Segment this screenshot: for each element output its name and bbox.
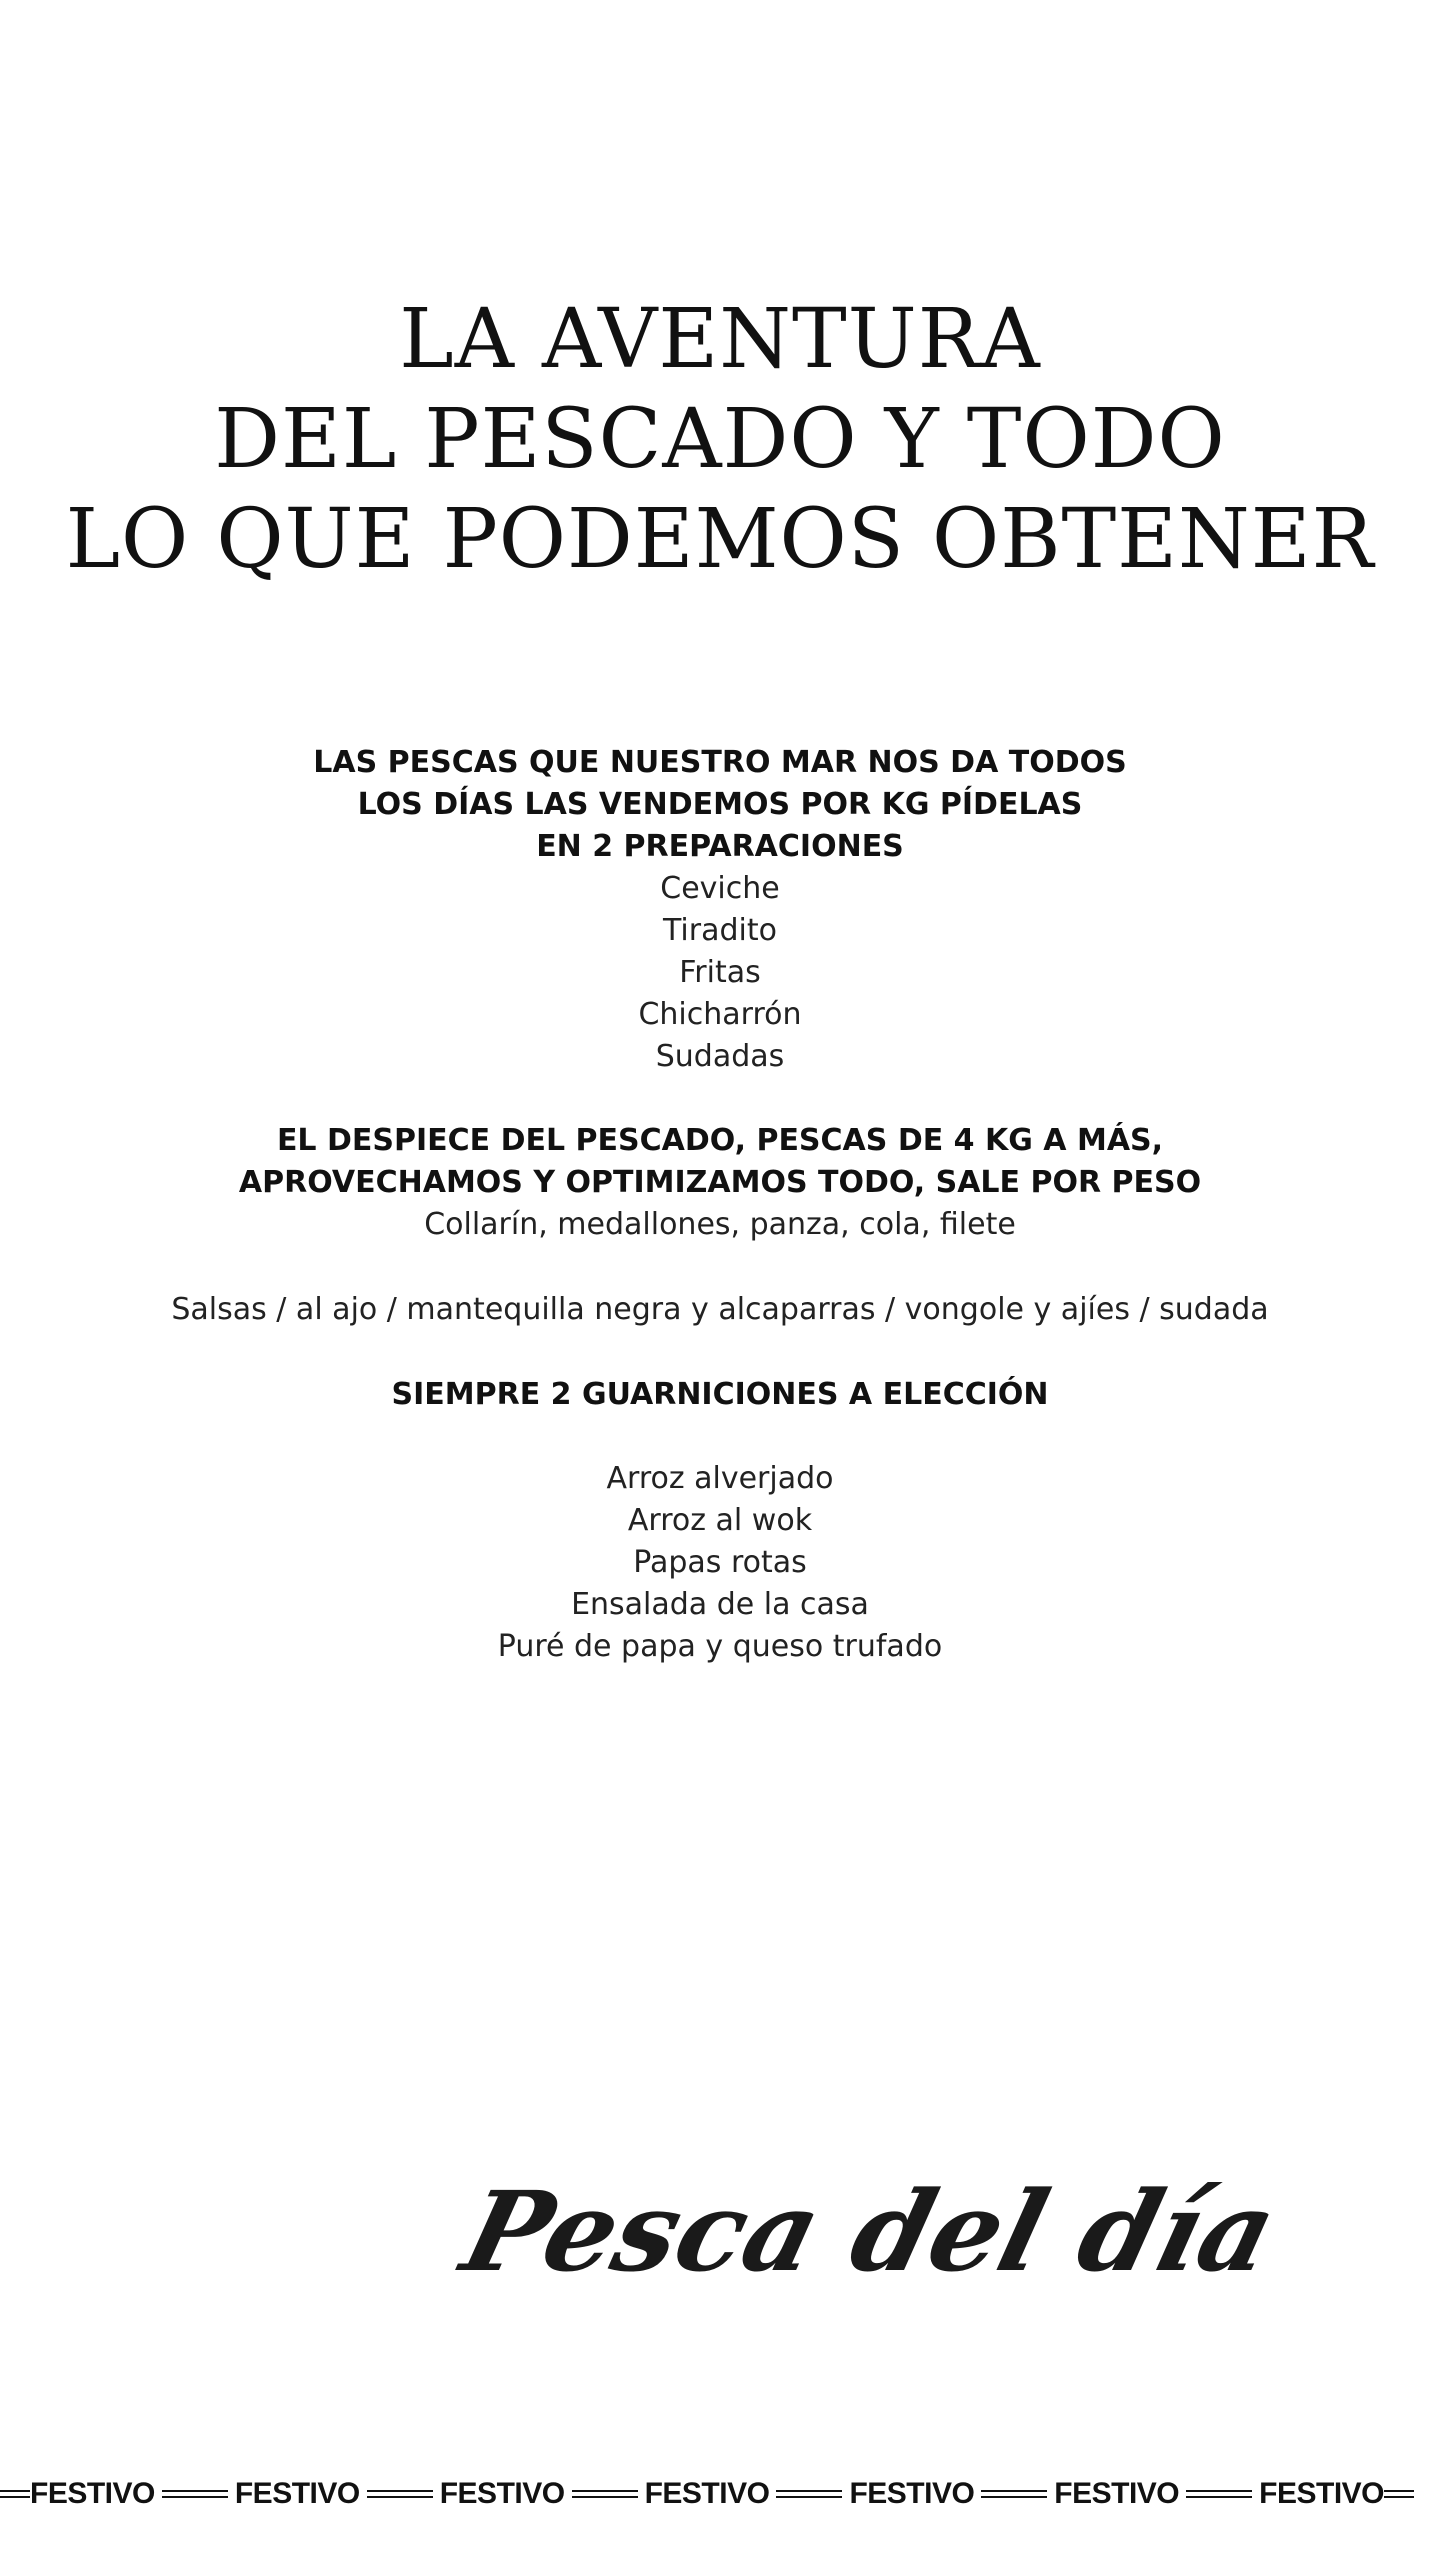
catch-heading-line-3: EN 2 PREPARACIONES <box>536 829 904 864</box>
side-item: Papas rotas <box>633 1545 807 1580</box>
preparation-item: Chicharrón <box>638 997 802 1032</box>
catch-heading-line-1: LAS PESCAS QUE NUESTRO MAR NOS DA TODOS <box>313 745 1127 780</box>
festivo-label: FESTIVO <box>1054 2477 1180 2510</box>
side-item: Ensalada de la casa <box>571 1587 869 1622</box>
signature-logo <box>0 2140 1440 2320</box>
cuts-detail: Collarín, medallones, panza, cola, filete <box>424 1207 1016 1242</box>
festivo-label: FESTIVO <box>439 2477 565 2510</box>
double-rule <box>776 2490 842 2498</box>
double-rule <box>0 2490 30 2498</box>
double-rule <box>1186 2490 1252 2498</box>
festivo-footer-band <box>0 2470 1440 2518</box>
double-rule <box>162 2490 228 2498</box>
title-line-3: LO QUE PODEMOS OBTENER <box>65 492 1375 587</box>
sides-list <box>0 1458 1440 1668</box>
sides-heading: SIEMPRE 2 GUARNICIONES A ELECCIÓN <box>391 1377 1049 1412</box>
sauces-section <box>0 1289 1440 1331</box>
title-line-1: LA AVENTURA <box>399 292 1041 387</box>
double-rule <box>572 2490 638 2498</box>
preparation-item: Ceviche <box>660 871 780 906</box>
double-rule <box>981 2490 1047 2498</box>
cuts-heading-line-1: EL DESPIECE DEL PESCADO, PESCAS DE 4 KG A MÁS, <box>276 1123 1164 1158</box>
festivo-label: FESTIVO <box>644 2477 770 2510</box>
double-rule <box>367 2490 433 2498</box>
cuts-heading-line-2: APROVECHAMOS Y OPTIMIZAMOS TODO, SALE POR PESO <box>238 1165 1202 1200</box>
signature-text: Pesca del día <box>450 2167 1289 2297</box>
preparation-item: Tiradito <box>663 913 777 948</box>
preparation-item: Fritas <box>679 955 761 990</box>
festivo-label: FESTIVO <box>1259 2477 1385 2510</box>
page-title <box>0 290 1440 590</box>
side-item: Arroz alverjado <box>606 1461 834 1496</box>
sauces-line: Salsas / al ajo / mantequilla negra y alcaparras / vongole y ajíes / sudada <box>171 1292 1269 1327</box>
sides-heading-section <box>0 1374 1440 1416</box>
title-line-2: DEL PESCADO Y TODO <box>214 392 1226 487</box>
side-item: Puré de papa y queso trufado <box>497 1629 943 1664</box>
cuts-section <box>0 1120 1440 1246</box>
festivo-label: FESTIVO <box>30 2477 155 2510</box>
festivo-label: FESTIVO <box>849 2477 975 2510</box>
side-item: Arroz al wok <box>627 1503 813 1538</box>
preparation-item: Sudadas <box>655 1039 785 1074</box>
festivo-label: FESTIVO <box>234 2477 360 2510</box>
double-rule <box>1384 2490 1414 2498</box>
catch-section <box>0 742 1440 1078</box>
catch-heading-line-2: LOS DÍAS LAS VENDEMOS POR KG PÍDELAS <box>357 787 1083 822</box>
signature-brush-script <box>440 2140 1289 2320</box>
